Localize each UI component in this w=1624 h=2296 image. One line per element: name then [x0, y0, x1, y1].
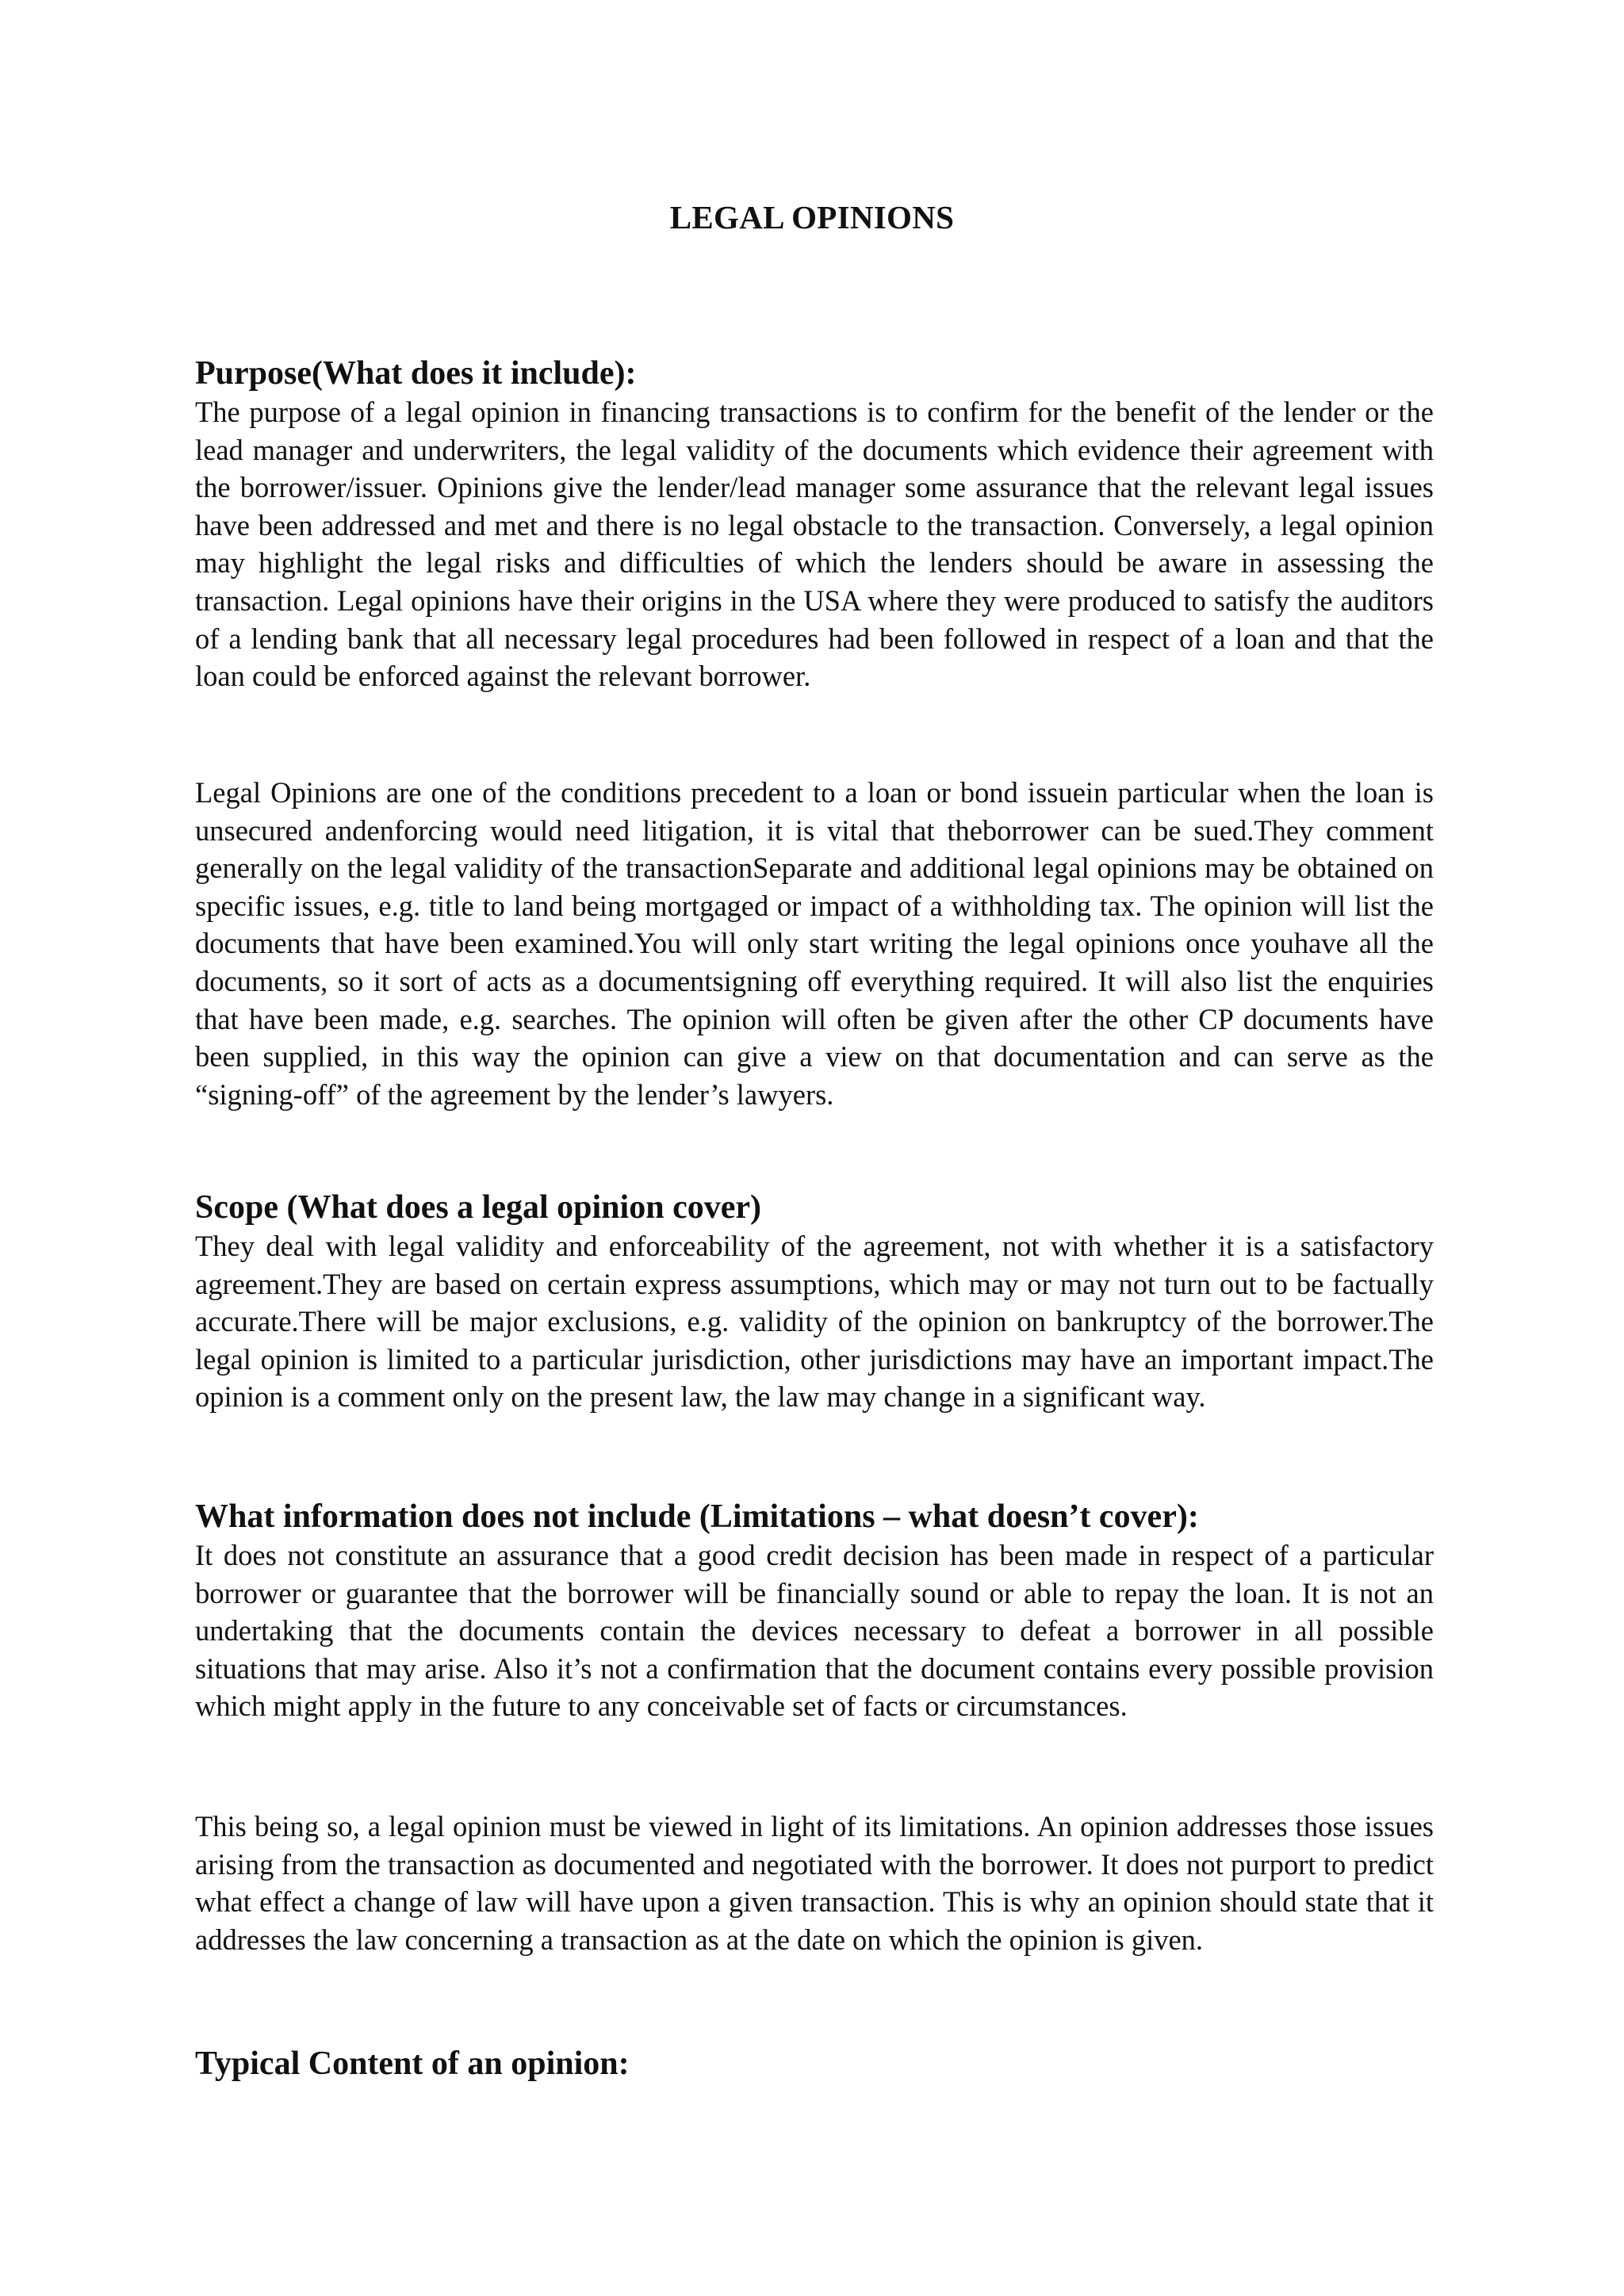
section-heading-typical-content: Typical Content of an opinion: [195, 2045, 630, 2082]
section-typical-content [195, 2044, 1434, 2084]
section-conditions [195, 774, 1434, 1113]
paragraph-scope: They deal with legal validity and enforceability of the agreement, not with whether it is a satisfactory agreement.They are based on certain express assumptions, which may or may not turn out to be factually accurate.There will be major exclusions, e.g. validity of the opinion on bankruptcy of the borrower.The legal opinion is limited to a particular jurisdiction, other jurisdictions may have an important impact.The opinion is a comment only on the present law, the law may change in a significant way. [195, 1230, 1434, 1414]
paragraph-purpose: The purpose of a legal opinion in financing transactions is to confirm for the benefit of the lender or the lead manager and underwriters, the legal validity of the documents which evidence their agreement with the borrower/issuer. Opinions give the lender/lead manager some assurance that the relevant legal issues have been addressed and met and there is no legal obstacle to the transaction. Conversely, a legal opinion may highlight the legal risks and difficulties of which the lenders should be aware in assessing the transaction. Legal opinions have their origins in the USA where they were produced to satisfy the auditors of a lending bank that all necessary legal procedures had been followed in respect of a loan and that the loan could be enforced against the relevant borrower. [195, 396, 1434, 693]
section-heading-limitations: What information does not include (Limitations – what doesn’t cover): [195, 1498, 1199, 1535]
section-purpose [195, 354, 1434, 695]
section-limitations-continued [195, 1808, 1434, 1958]
section-heading-scope: Scope (What does a legal opinion cover) [195, 1189, 761, 1226]
document-title: LEGAL OPINIONS [669, 199, 955, 235]
section-heading-purpose: Purpose(What does it include): [195, 355, 637, 392]
paragraph-limitations-2: This being so, a legal opinion must be viewed in light of its limitations. An opinion addresses those issues arising from the transaction as documented and negotiated with the borrower. It does not purport to predict what effect a change of law will have upon a given transaction. This is why an opinion should state that it addresses the law concerning a transaction as at the date on which the opinion is given. [195, 1810, 1434, 1956]
section-limitations [195, 1497, 1434, 1725]
section-scope [195, 1188, 1434, 1416]
paragraph-limitations: It does not constitute an assurance that a good credit decision has been made in respect of a particular borrower or guarantee that the borrower will be financially sound or able to repay the loan. It is not an undertaking that the documents contain the devices necessary to defeat a borrower in all possible situations that may arise. Also it’s not a confirmation that the document contains every possible provision which might apply in the future to any conceivable set of facts or circumstances. [195, 1539, 1434, 1723]
paragraph-conditions: Legal Opinions are one of the conditions precedent to a loan or bond issuein particular when the loan is unsecured andenforcing would need litigation, it is vital that theborrower can be sued.They comment generally on the legal validity of the transactionSeparate and additional legal opinions may be obtained on specific issues, e.g. title to land being mortgaged or impact of a withholding tax. The opinion will list the documents that have been examined.You will only start writing the legal opinions once youhave all the documents, so it sort of acts as a documentsigning off everything required. It will also list the enquiries that have been made, e.g. searches. The opinion will often be given after the other CP documents have been supplied, in this way the opinion can give a view on that documentation and can serve as the “signing-off” of the agreement by the lender’s lawyers. [195, 776, 1434, 1111]
